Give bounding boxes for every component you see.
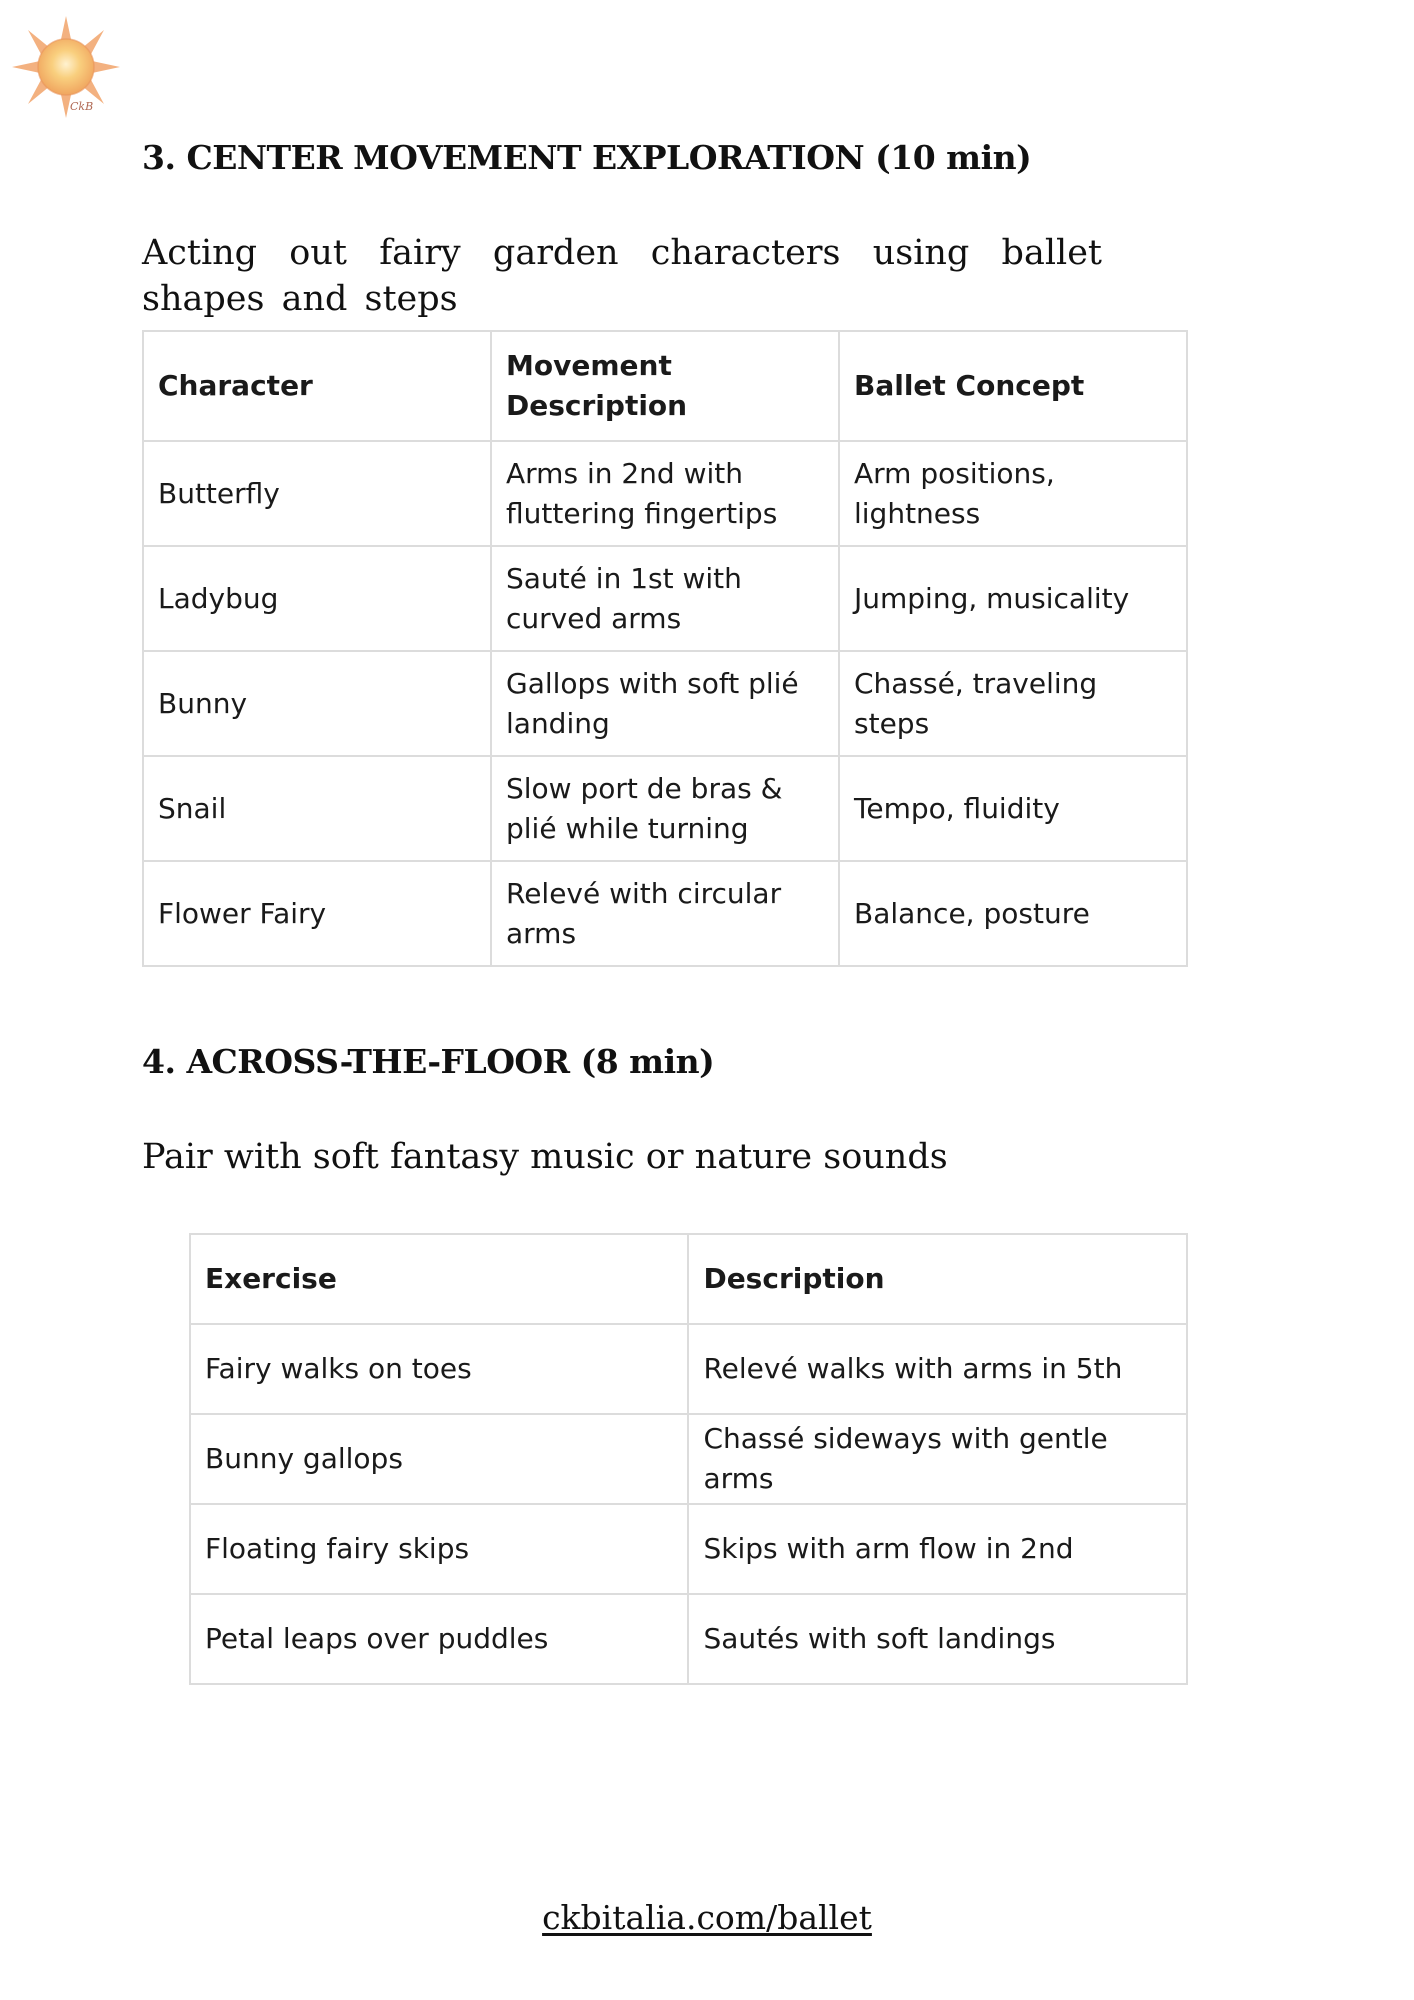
table-cell: Arms in 2nd with fluttering fingertips	[491, 441, 839, 546]
table-cell: Jumping, musicality	[839, 546, 1187, 651]
table-cell: Fairy walks on toes	[190, 1324, 688, 1414]
logo-initials: CkB	[70, 100, 94, 113]
character-table	[142, 330, 1188, 967]
table-cell: Bunny gallops	[190, 1414, 688, 1504]
table-cell: Gallops with soft plié landing	[491, 651, 839, 756]
sun-logo-icon	[8, 14, 124, 120]
section-3-intro: Acting out fairy garden characters using ballet shapes and steps	[142, 233, 1102, 319]
table-cell: Relevé walks with arms in 5th	[688, 1324, 1187, 1414]
table-cell: Arm positions, lightness	[839, 441, 1187, 546]
table-cell: Ladybug	[143, 546, 491, 651]
table-cell: Tempo, fluidity	[839, 756, 1187, 861]
table-row	[143, 861, 1187, 966]
table-cell: Chassé sideways with gentle arms	[688, 1414, 1187, 1504]
table-cell: Skips with arm flow in 2nd	[688, 1504, 1187, 1594]
section-4-heading: 4. ACROSS-THE-FLOOR (8 min)	[142, 1042, 715, 1081]
table-cell: Relevé with circular arms	[491, 861, 839, 966]
table-row	[143, 756, 1187, 861]
table-row	[190, 1414, 1187, 1504]
column-header: Character	[143, 331, 491, 441]
table-cell: Sautés with soft landings	[688, 1594, 1187, 1684]
table-row	[190, 1594, 1187, 1684]
table-row	[143, 441, 1187, 546]
column-header: Exercise	[190, 1234, 688, 1324]
column-header: Ballet Concept	[839, 331, 1187, 441]
table-row	[190, 1504, 1187, 1594]
table-cell: Flower Fairy	[143, 861, 491, 966]
table-cell: Snail	[143, 756, 491, 861]
table-cell: Chassé, traveling steps	[839, 651, 1187, 756]
table-cell: Sauté in 1st with curved arms	[491, 546, 839, 651]
table-header-row	[190, 1234, 1187, 1324]
table-row	[143, 651, 1187, 756]
table-cell: Balance, posture	[839, 861, 1187, 966]
table-cell: Petal leaps over puddles	[190, 1594, 688, 1684]
footer-website-link[interactable]: ckbitalia.com/ballet	[542, 1898, 872, 1937]
exercise-table	[189, 1233, 1188, 1685]
column-header: Movement Description	[491, 331, 839, 441]
column-header: Description	[688, 1234, 1187, 1324]
table-cell: Slow port de bras & plié while turning	[491, 756, 839, 861]
sun-icon	[8, 14, 124, 120]
table-cell: Bunny	[143, 651, 491, 756]
table-cell: Floating fairy skips	[190, 1504, 688, 1594]
section-4-intro: Pair with soft fantasy music or nature sounds	[142, 1137, 948, 1177]
table-cell: Butterfly	[143, 441, 491, 546]
section-3-heading: 3. CENTER MOVEMENT EXPLORATION (10 min)	[142, 138, 1032, 177]
table-header-row	[143, 331, 1187, 441]
table-row	[190, 1324, 1187, 1414]
table-row	[143, 546, 1187, 651]
